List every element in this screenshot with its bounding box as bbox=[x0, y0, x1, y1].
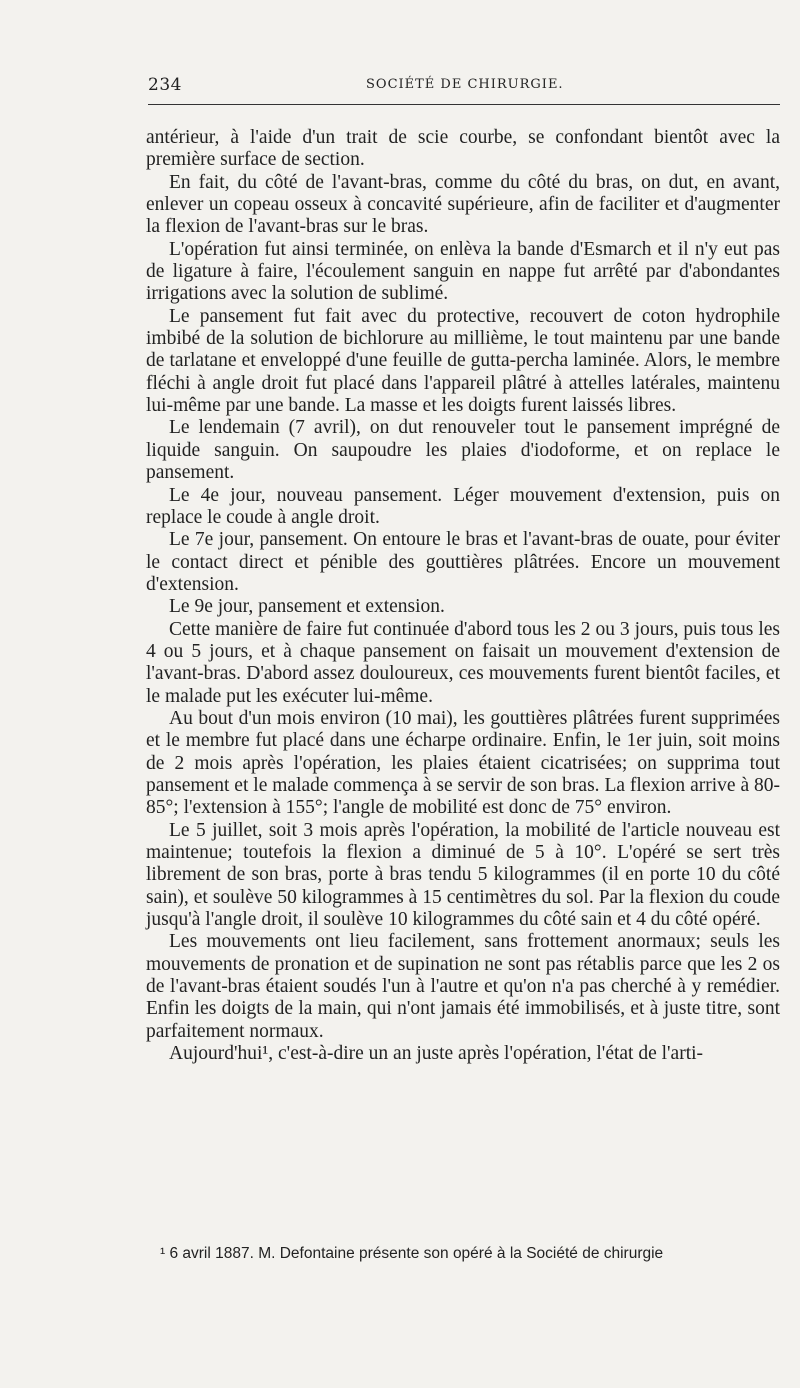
paragraph: Aujourd'hui¹, c'est-à-dire un an juste après l'opération, l'état de l'arti- bbox=[169, 1043, 704, 1065]
body-text bbox=[146, 127, 780, 1065]
paragraph: Le 9e jour, pansement et extension. bbox=[169, 596, 445, 618]
paragraph: Le 4e jour, nouveau pansement. Léger mouvement d'extension, puis on replace le coude à angle droit. bbox=[146, 484, 780, 528]
paragraph: antérieur, à l'aide d'un trait de scie courbe, se confondant bientôt avec la première surface de section. bbox=[146, 127, 780, 171]
paragraph: L'opération fut ainsi terminée, on enlèva la bande d'Esmarch et il n'y eut pas de ligature à faire, l'écoulement sanguin en nappe fut arrêté par d'abondantes irrigations avec la solution de sublimé. bbox=[146, 238, 780, 305]
paragraph: Le lendemain (7 avril), on dut renouveler tout le pansement imprégné de liquide sanguin. On saupoudre les plaies d'iodoforme, et on replace le pansement. bbox=[146, 417, 780, 484]
page-number: 234 bbox=[148, 75, 182, 95]
paragraph: En fait, du côté de l'avant-bras, comme du côté du bras, on dut, en avant, enlever un copeau osseux à concavité supérieure, afin de faciliter et d'augmenter la flexion de l'avant-bras sur le bras. bbox=[146, 171, 780, 238]
running-title: SOCIÉTÉ DE CHIRURGIE. bbox=[366, 77, 564, 92]
paragraph: Au bout d'un mois environ (10 mai), les gouttières plâtrées furent supprimées et le membre fut placé dans une écharpe ordinaire. Enfin, le 1er juin, soit moins de 2 mois après l'opération, les plaies étaient cicatrisées; on supprima tout pansement et le malade commença à se servir de son bras. La flexion arrive à 80-85°; l'extension à 155°; l'angle de mobilité est donc de 75° environ. bbox=[146, 707, 780, 819]
paragraph: Le pansement fut fait avec du protective, recouvert de coton hydrophile imbibé de la solution de bichlorure au millième, le tout maintenu par une bande de tarlatane et enveloppé d'une feuille de gutta-percha laminée. Alors, le membre fléchi à angle droit fut placé dans l'appareil plâtré à attelles latérales, maintenu lui-même par une bande. La masse et les doigts furent laissés libres. bbox=[146, 305, 780, 417]
header-rule bbox=[148, 104, 780, 105]
paragraph: Le 7e jour, pansement. On entoure le bras et l'avant-bras de ouate, pour éviter le contact direct et pénible des gouttières plâtrées. Encore un mouvement d'extension. bbox=[146, 529, 780, 595]
paragraph: Les mouvements ont lieu facilement, sans frottement anormaux; seuls les mouvements de pronation et de supination ne sont pas rétablis parce que les 2 os de l'avant-bras étaient soudés l'un à l'autre et qu'on n'a pas cherché à y remédier. Enfin les doigts de la main, qui n'ont jamais été immobilisés, et à juste titre, sont parfaitement normaux. bbox=[146, 931, 780, 1042]
footnote: ¹ 6 avril 1887. M. Defontaine présente son opéré à la Société de chirurgie bbox=[160, 1245, 664, 1262]
paragraph: Le 5 juillet, soit 3 mois après l'opération, la mobilité de l'article nouveau est maintenue; toutefois la flexion a diminué de 5 à 10°. L'opéré se sert très librement de son bras, porte à bras tendu 5 kilogrammes (il en porte 10 du côté sain), et soulève 50 kilogrammes à 15 centimètres du sol. Par la flexion du coude jusqu'à l'angle droit, il soulève 10 kilogrammes du côté sain et 4 du côté opéré. bbox=[146, 819, 780, 931]
paragraph: Cette manière de faire fut continuée d'abord tous les 2 ou 3 jours, puis tous les 4 ou 5 jours, et à chaque pansement on faisait un mouvement d'extension de l'avant-bras. D'abord assez douloureux, ces mouvements furent bientôt faciles, et le malade put les exécuter lui-même. bbox=[146, 618, 780, 707]
page-header bbox=[148, 75, 780, 95]
